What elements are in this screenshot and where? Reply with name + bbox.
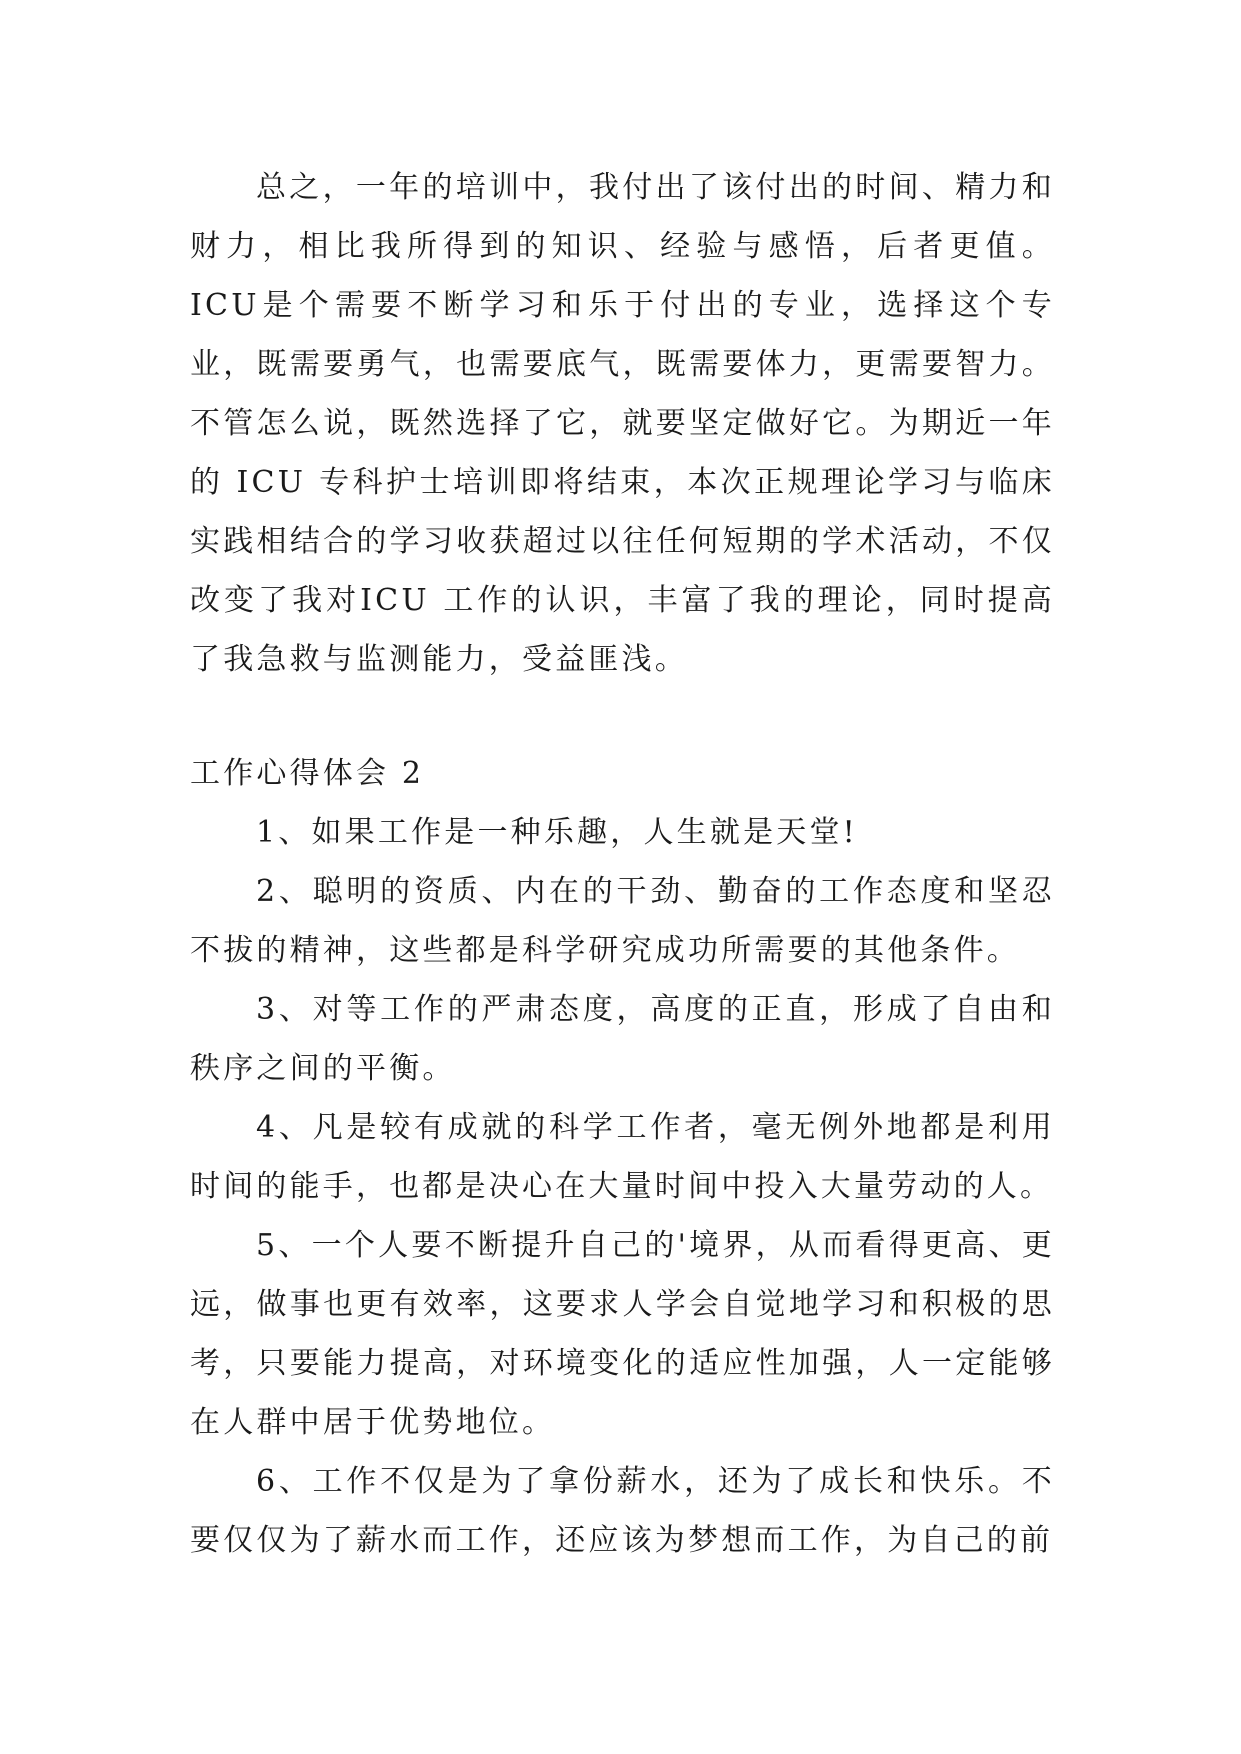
list-item: 6、工作不仅是为了拿份薪水，还为了成长和快乐。不要仅仅为了薪水而工作，还应该为梦想而工作，为自己的前 — [190, 1464, 1055, 1558]
list-item: 1、如果工作是一种乐趣，人生就是天堂! — [256, 815, 858, 850]
list-item: 4、凡是较有成就的科学工作者，毫无例外地都是利用时间的能手，也都是决心在大量时间中投入大量劳动的人。 — [190, 1110, 1055, 1204]
document-body — [190, 158, 1055, 1570]
intro-paragraph: 总之，一年的培训中，我付出了该付出的时间、精力和财力，相比我所得到的知识、经验与感悟，后者更值。ICU是个需要不断学习和乐于付出的专业，选择这个专业，既需要勇气，也需要底气，既需要体力，更需要智力。不管怎么说，既然选择了它，就要坚定做好它。为期近一年的 ICU 专科护士培训即将结束，本次正规理论学习与临床实践相结合的学习收获超过以往任何短期的学术活动，不仅改变了我对ICU 工作的认识，丰富了我的理论，同时提高了我急救与监测能力，受益匪浅。 — [190, 170, 1055, 677]
list-item: 2、聪明的资质、内在的干劲、勤奋的工作态度和坚忍不拔的精神，这些都是科学研究成功所需要的其他条件。 — [190, 874, 1055, 968]
section-title: 工作心得体会 2 — [190, 756, 425, 791]
list-item: 5、一个人要不断提升自己的'境界，从而看得更高、更远，做事也更有效率，这要求人学会自觉地学习和积极的思考，只要能力提高，对环境变化的适应性加强，人一定能够在人群中居于优势地位。 — [190, 1228, 1055, 1440]
list-item: 3、对等工作的严肃态度，高度的正直，形成了自由和秩序之间的平衡。 — [190, 992, 1055, 1086]
